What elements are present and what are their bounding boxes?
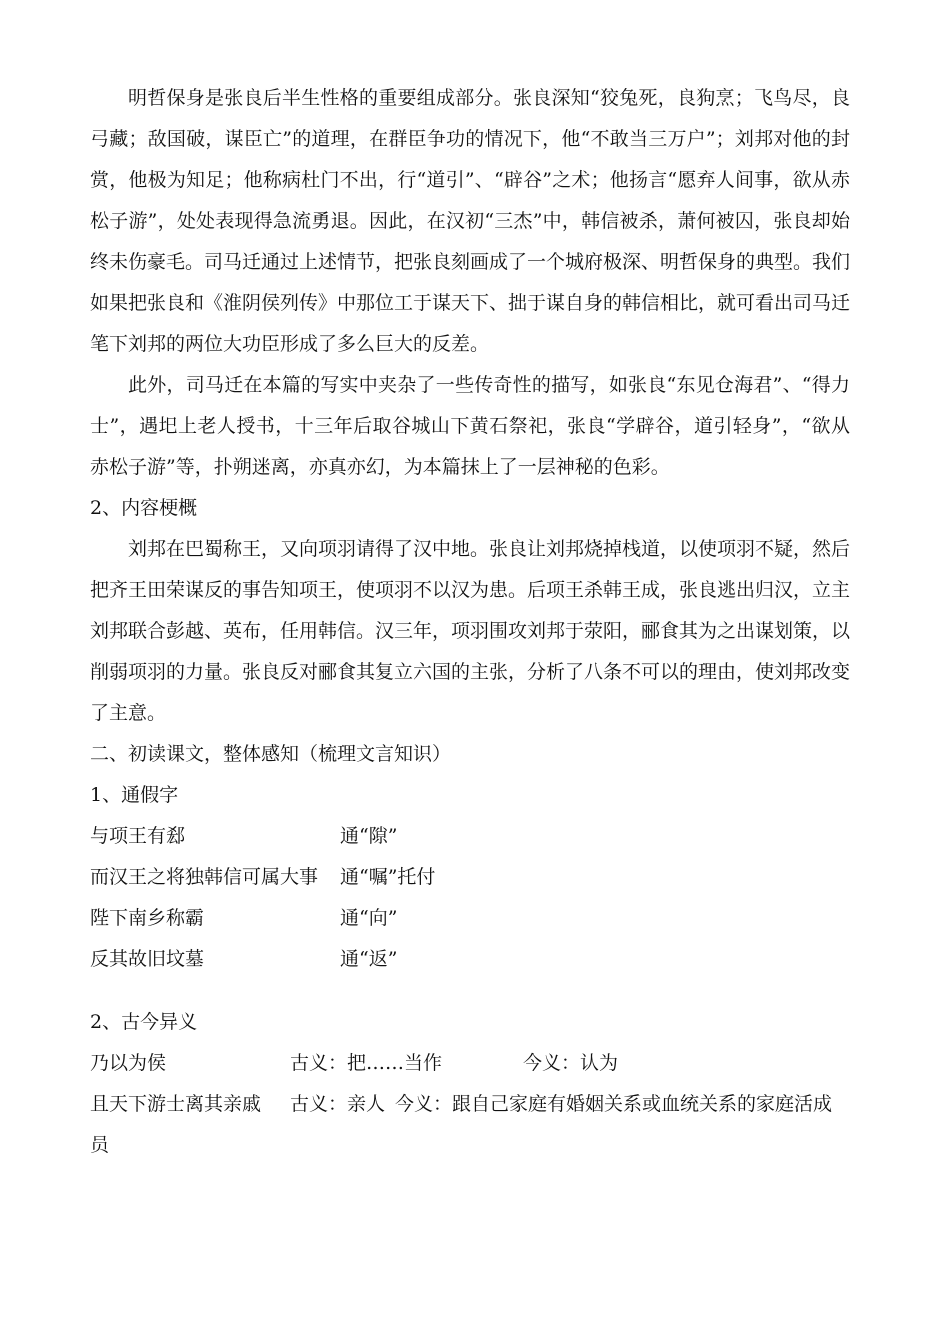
gujin-phrase: 且天下游士离其亲戚 (90, 1093, 262, 1115)
gujin-phrase: 乃以为侯 (90, 1052, 167, 1074)
section-gap (90, 980, 850, 1002)
tongjia-phrase: 反其故旧坟墓 (90, 948, 205, 970)
tongjia-row (90, 857, 850, 898)
tongjia-phrase: 陛下南乡称霸 (90, 907, 205, 929)
gujin-new-meaning: 今义：跟自己家庭有婚姻关系或血统关系的家庭活成 (395, 1093, 833, 1115)
tongjia-row (90, 898, 850, 939)
heading-gujin: 2、古今异义 (90, 1011, 198, 1033)
paragraph-chuanqi: 此外，司马迁在本篇的写实中夹杂了一些传奇性的描写，如张良“东见仓海君”、“得力士”，遇圯上老人授书，十三年后取谷城山下黄石祭祀，张良“学辟谷，道引轻身”，“欲从赤松子游”等，扑朔迷离，亦真亦幻，为本篇抹上了一层神秘的色彩。 (90, 374, 850, 478)
tongjia-note: 通“嘱”托付 (340, 866, 436, 888)
gujin-old-meaning: 古义：亲人 (290, 1093, 386, 1115)
paragraph-mingzhe: 明哲保身是张良后半生性格的重要组成部分。张良深知“狡兔死，良狗烹；飞鸟尽，良弓藏；敌国破，谋臣亡”的道理，在群臣争功的情况下，他“不敢当三万户”；刘邦对他的封赏，他极为知足；他称病杜门不出，行“道引”、“辟谷”之术；他扬言“愿弃人间事，欲从赤松子游”，处处表现得急流勇退。因此，在汉初“三杰”中，韩信被杀，萧何被囚，张良却始终未伤豪毛。司马迁通过上述情节，把张良刻画成了一个城府极深、明哲保身的典型。我们如果把张良和《淮阴侯列传》中那位工于谋天下、拙于谋自身的韩信相比，就可看出司马迁笔下刘邦的两位大功臣形成了多么巨大的反差。 (90, 87, 851, 355)
heading-summary: 2、内容梗概 (90, 497, 198, 519)
paragraph-summary: 刘邦在巴蜀称王，又向项羽请得了汉中地。张良让刘邦烧掉栈道，以使项羽不疑，然后把齐王田荣谋反的事告知项王，使项羽不以汉为患。后项王杀韩王成，张良逃出归汉，立主刘邦联合彭越、英布，任用韩信。汉三年，项羽围攻刘邦于荥阳，郦食其为之出谋划策，以削弱项羽的力量。张良反对郦食其复立六国的主张，分析了八条不可以的理由，使刘邦改变了主意。 (90, 538, 851, 724)
tongjia-phrase: 而汉王之将独韩信可属大事 (90, 866, 319, 888)
tongjia-note: 通“向” (340, 907, 398, 929)
tongjia-row (90, 816, 850, 857)
gujin-wrap-text: 员 (90, 1134, 110, 1156)
tongjia-note: 通“隙” (340, 825, 398, 847)
tongjia-note: 通“返” (340, 948, 398, 970)
gujin-row (90, 1043, 850, 1084)
tongjia-phrase: 与项王有郄 (90, 825, 186, 847)
tongjia-row (90, 939, 850, 980)
document-page (90, 78, 850, 1166)
gujin-new-meaning: 今义：认为 (523, 1052, 619, 1074)
gujin-old-meaning: 古义：把……当作 (290, 1052, 443, 1074)
heading-read: 二、初读课文，整体感知（梳理文言知识） (90, 743, 452, 765)
heading-tongjia: 1、通假字 (90, 784, 179, 806)
gujin-row (90, 1084, 850, 1125)
